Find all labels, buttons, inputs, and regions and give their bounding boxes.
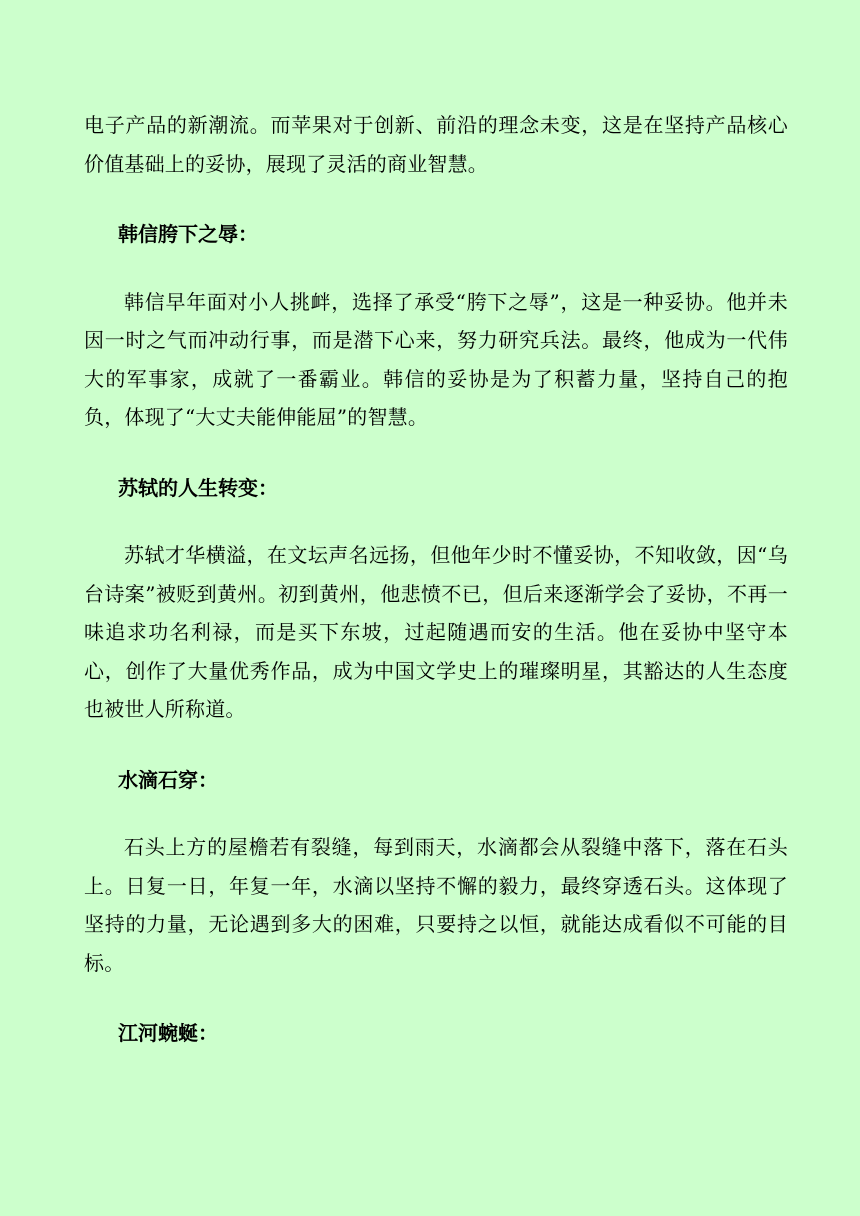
paragraph-apple-continuation: 电子产品的新潮流。而苹果对于创新、前沿的理念未变，这是在坚持产品核心价值基础上的妥协，展现了灵活的商业智慧。	[84, 113, 788, 176]
paragraph-hanxin: 韩信早年面对小人挑衅，选择了承受“胯下之辱”，这是一种妥协。他并未因一时之气而冲动行事，而是潜下心来，努力研究兵法。最终，他成为一代伟大的军事家，成就了一番霸业。韩信的妥协是为了积蓄力量，坚持自己的抱负，体现了“大丈夫能伸能屈”的智慧。	[84, 289, 788, 429]
heading-sushi: 苏轼的人生转变：	[118, 475, 278, 500]
heading-water-drop: 水滴石穿：	[118, 767, 218, 792]
paragraph-sushi: 苏轼才华横溢，在文坛声名远扬，但他年少时不懂妥协，不知收敛，因“乌台诗案”被贬到黄州。初到黄州，他悲愤不已，但后来逐渐学会了妥协，不再一味追求功名利禄，而是买下东坡，过起随遇而安的生活。他在妥协中坚守本心，创作了大量优秀作品，成为中国文学史上的璀璨明星，其豁达的人生态度也被世人所称道。	[84, 543, 788, 721]
heading-hanxin: 韩信胯下之辱：	[118, 222, 258, 246]
heading-river: 江河蜿蜒：	[118, 1021, 218, 1045]
paragraph-water-drop: 石头上方的屋檐若有裂缝，每到雨天，水滴都会从裂缝中落下，落在石头上。日复一日，年复一年，水滴以坚持不懈的毅力，最终穿透石头。这体现了坚持的力量，无论遇到多大的困难，只要持之以恒，就能达成看似不可能的目标。	[84, 835, 788, 975]
